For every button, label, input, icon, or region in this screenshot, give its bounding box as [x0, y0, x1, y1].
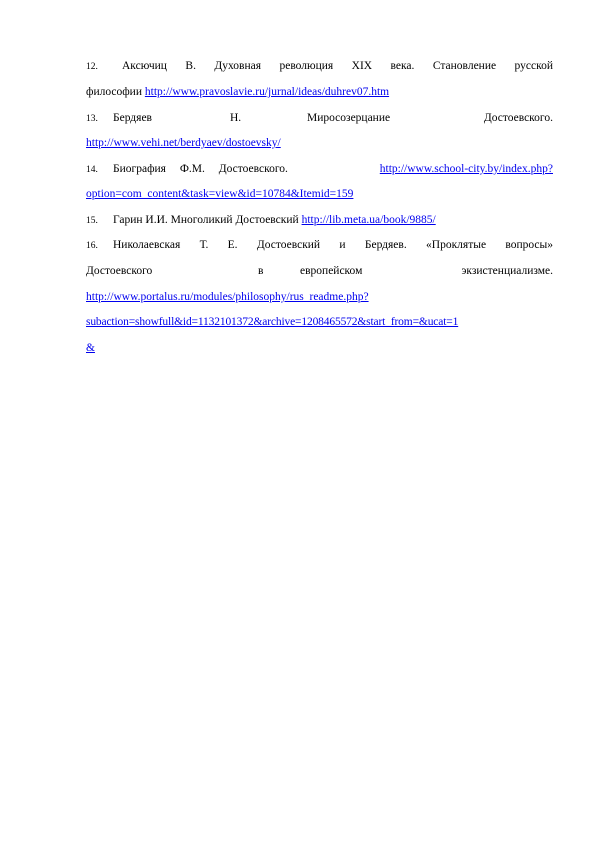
reference-12-link[interactable]: http://www.pravoslavie.ru/jurnal/ideas/duhrev07.htm	[144, 86, 390, 98]
reference-14-text: Биография Ф.М. Достоевского.	[113, 163, 288, 175]
reference-13-initial: Н.	[230, 112, 242, 124]
reference-16-line-3	[86, 290, 553, 304]
reference-16-word-3: европейском	[300, 265, 363, 277]
reference-16-link-part-3[interactable]: &	[86, 342, 95, 354]
reference-15-text: Гарин И.И. Многоликий Достоевский	[113, 214, 302, 226]
reference-13-title-end: Достоевского.	[483, 112, 553, 124]
reference-12-text: Аксючиц В. Духовная революция XIX века. Становление русской	[122, 60, 553, 72]
reference-14-link-part-2[interactable]: option=com_content&task=view&id=10784&Itemid=159	[86, 188, 354, 200]
reference-15-line-1	[86, 213, 553, 227]
reference-16-word-2: в	[258, 265, 264, 277]
reference-16-link-part-1[interactable]: http://www.portalus.ru/modules/philosophy/rus_readme.php?	[86, 291, 369, 303]
reference-14-line-1	[86, 162, 553, 176]
reference-16-line-5	[86, 341, 553, 355]
reference-16-link-part-2[interactable]: subaction=showfull&id=1132101372&archive=1208465572&start_from=&ucat=1	[86, 316, 459, 328]
reference-12-text-cont: философии	[86, 86, 145, 98]
reference-16-word-4: экзистенциализме.	[461, 265, 553, 277]
reference-13-number: 13.	[86, 114, 98, 124]
reference-16-line-4	[86, 315, 553, 329]
reference-16-line-1	[86, 238, 553, 252]
reference-16-number: 16.	[86, 241, 98, 251]
reference-13-line-2	[86, 136, 553, 150]
reference-14-line-2	[86, 187, 553, 201]
reference-13-line-1	[86, 111, 553, 125]
reference-14-link-part-1[interactable]: http://www.school-city.by/index.php?	[379, 163, 553, 175]
reference-14-number: 14.	[86, 165, 98, 175]
reference-13-author: Бердяев	[113, 112, 152, 124]
reference-12-line-2	[86, 85, 553, 99]
reference-12-number: 12.	[86, 62, 98, 72]
reference-16-line-2	[86, 264, 553, 278]
reference-13-link[interactable]: http://www.vehi.net/berdyaev/dostoevsky/	[86, 137, 281, 149]
reference-15-link[interactable]: http://lib.meta.ua/book/9885/	[301, 214, 436, 226]
reference-12-line-1	[86, 59, 553, 73]
reference-16-word-1: Достоевского	[86, 265, 153, 277]
reference-15-number: 15.	[86, 216, 98, 226]
reference-13-title: Миросозерцание	[307, 112, 391, 124]
reference-16-text: Николаевская Т. Е. Достоевский и Бердяев. «Проклятые вопросы»	[113, 239, 553, 251]
